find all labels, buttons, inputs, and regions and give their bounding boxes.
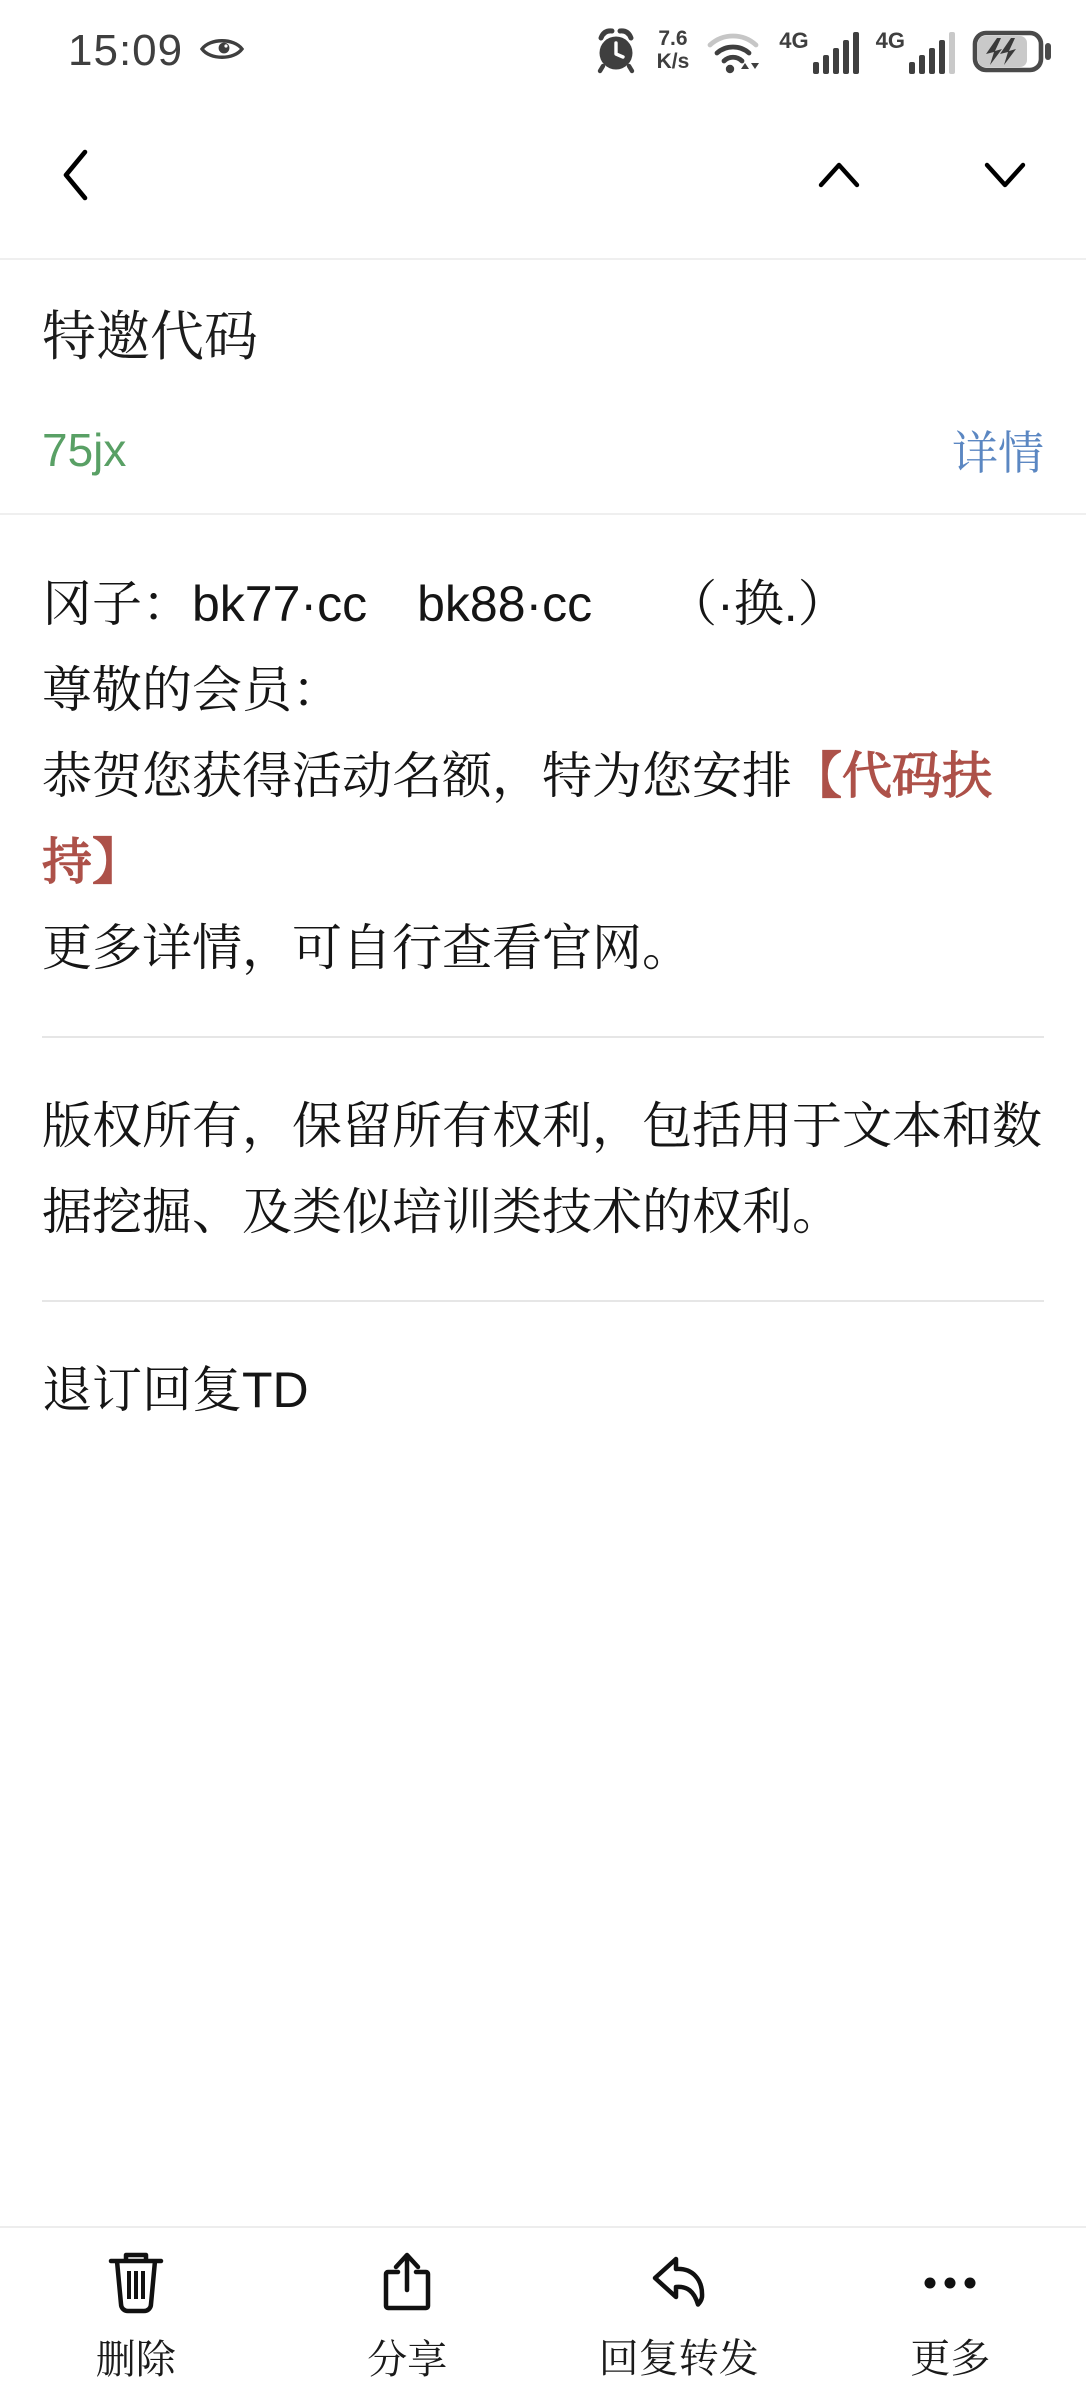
previous-message-button[interactable] bbox=[808, 152, 870, 198]
reply-arrow-icon bbox=[647, 2251, 711, 2315]
toolbar-label: 回复转发 bbox=[598, 2336, 759, 2381]
network-speed bbox=[657, 27, 690, 73]
sim2-network-label: 4G bbox=[875, 28, 905, 53]
congrats-highlight: 【代码扶持】 bbox=[42, 748, 992, 890]
bottom-toolbar bbox=[0, 2226, 1086, 2400]
toolbar-label: 分享 bbox=[367, 2337, 448, 2382]
back-button[interactable] bbox=[50, 139, 100, 211]
sim1-signal bbox=[779, 29, 858, 74]
battery-charging-icon bbox=[972, 28, 1052, 75]
divider bbox=[42, 1300, 1044, 1302]
more-button[interactable] bbox=[815, 2228, 1086, 2400]
message-line-greeting: 尊敬的会员： bbox=[42, 662, 342, 718]
message-subject: 特邀代码 bbox=[42, 307, 258, 367]
alarm-icon bbox=[592, 27, 640, 75]
message-copyright: 版权所有，保留所有权利，包括用于文本和数据挖掘、及类似培训类技术的权利。 bbox=[42, 1098, 1042, 1240]
chevron-left-icon bbox=[58, 191, 92, 206]
network-speed-unit: K/s bbox=[656, 50, 690, 73]
message-line-congrats bbox=[42, 733, 1044, 905]
clock-time: 15:09 bbox=[68, 26, 184, 75]
ellipsis-icon bbox=[918, 2251, 982, 2315]
sender-number[interactable]: 75jx bbox=[42, 424, 127, 476]
message-body bbox=[0, 515, 1086, 1433]
next-message-button[interactable] bbox=[974, 152, 1036, 198]
divider bbox=[42, 1036, 1044, 1038]
eye-icon bbox=[199, 34, 245, 69]
congrats-text: 恭贺您获得活动名额，特为您安排 bbox=[42, 748, 792, 804]
delete-button[interactable] bbox=[0, 2228, 272, 2400]
network-speed-value: 7.6 bbox=[658, 27, 688, 50]
share-icon bbox=[376, 2250, 438, 2316]
toolbar-label: 删除 bbox=[95, 2337, 176, 2382]
reply-forward-button[interactable] bbox=[543, 2228, 815, 2400]
message-line-more-info: 更多详情，可自行查看官网。 bbox=[42, 920, 692, 976]
message-unsubscribe: 退订回复TD bbox=[42, 1362, 309, 1418]
chevron-down-icon bbox=[982, 178, 1028, 193]
sim2-signal bbox=[876, 29, 955, 74]
message-line-sites: 冈子：bk77·cc bk88·cc （·换.） bbox=[42, 576, 848, 632]
details-link[interactable]: 详情 bbox=[952, 417, 1044, 483]
status-left bbox=[68, 26, 245, 76]
chevron-up-icon bbox=[816, 178, 862, 193]
subject-section bbox=[0, 260, 1086, 515]
status-right bbox=[592, 27, 1052, 75]
trash-icon bbox=[105, 2250, 167, 2316]
status-bar bbox=[0, 0, 1086, 92]
sim1-network-label: 4G bbox=[779, 28, 809, 53]
toolbar-label: 更多 bbox=[910, 2336, 991, 2381]
share-button[interactable] bbox=[272, 2228, 544, 2400]
nav-bar bbox=[0, 92, 1086, 260]
wifi-icon bbox=[706, 31, 762, 75]
nav-right bbox=[808, 152, 1036, 198]
subject-meta bbox=[42, 417, 1044, 483]
